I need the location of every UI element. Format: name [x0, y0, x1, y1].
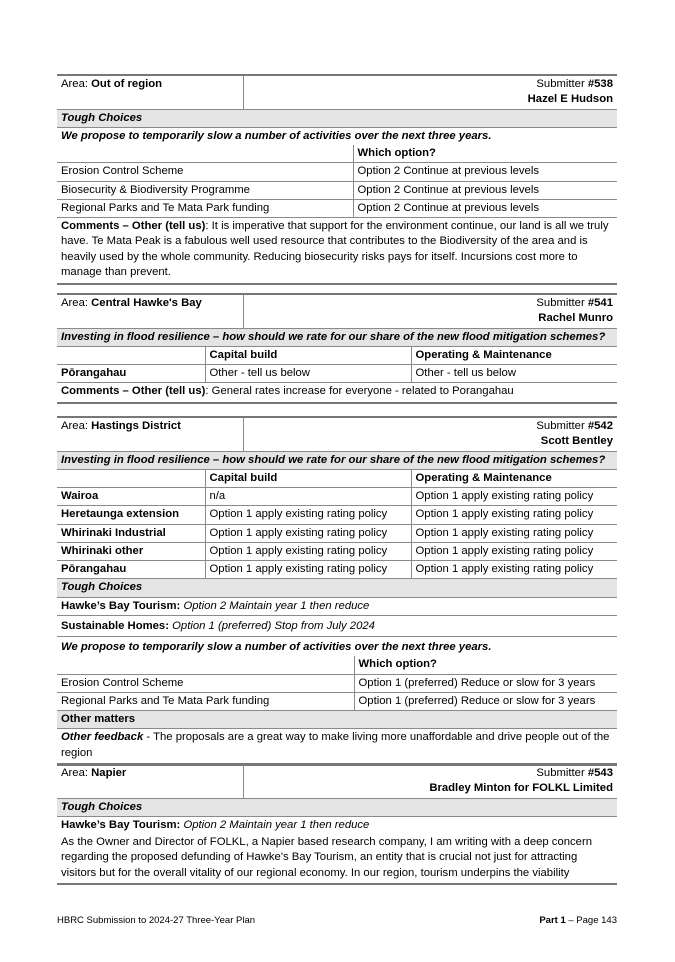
area-cell: Area: Central Hawke's Bay — [57, 295, 243, 328]
other-feedback: Other feedback - The proposals are a great way to make living more unaffordable and drive people out of the region — [61, 731, 610, 759]
page-number: Part 1 – Page 143 — [539, 915, 617, 926]
table-row: Pōrangahau Other - tell us below Other - tell us below — [57, 365, 617, 383]
section-heading: Other matters — [57, 711, 617, 729]
submitter-cell: Submitter #538 Hazel E Hudson — [243, 76, 617, 109]
tourism-choice: Hawke’s Bay Tourism: Option 2 Maintain year 1 then reduce — [57, 597, 617, 615]
submitter-name: Rachel Munro — [538, 312, 613, 325]
comments: Comments – Other (tell us): General rates increase for everyone - related to Porangahau — [61, 385, 514, 398]
capital-header: Capital build — [205, 469, 411, 487]
section-heading: Tough Choices — [57, 798, 617, 816]
question: Investing in flood resilience – how should we rate for our share of the new flood mitigation schemes? — [57, 328, 617, 346]
tourism-choice: Hawke’s Bay Tourism: Option 2 Maintain year 1 then reduce — [61, 818, 370, 831]
table-row: Heretaunga extension Option 1 apply existing rating policy Option 1 apply existing rating policy — [57, 506, 617, 524]
section-heading: Tough Choices — [57, 109, 617, 127]
submission-538 — [57, 74, 617, 285]
submission-541 — [57, 293, 617, 404]
area-cell: Area: Napier — [57, 765, 243, 798]
table-row: Whirinaki Industrial Option 1 apply existing rating policy Option 1 apply existing rating policy — [57, 524, 617, 542]
table-row: Wairoa n/a Option 1 apply existing rating policy — [57, 488, 617, 506]
submitter-cell: Submitter #542 Scott Bentley — [243, 418, 617, 451]
area-cell: Area: Out of region — [57, 76, 243, 109]
table-row: Erosion Control Scheme Option 1 (preferred) Reduce or slow for 3 years — [57, 674, 617, 692]
which-option-header: Which option? — [353, 145, 617, 163]
homes-choice: Sustainable Homes: Option 1 (preferred) Stop from July 2024 — [57, 615, 617, 636]
submitter-name: Scott Bentley — [540, 435, 613, 448]
area-cell: Area: Hastings District — [57, 418, 243, 451]
table-row: Erosion Control Scheme Option 2 Continue at previous levels — [57, 163, 617, 181]
footer-title: HBRC Submission to 2024-27 Three-Year Plan — [57, 915, 256, 926]
submission-543 — [57, 763, 617, 885]
submitter-name: Hazel E Hudson — [527, 93, 613, 106]
submission-542 — [57, 416, 617, 766]
capital-header: Capital build — [205, 346, 411, 364]
ops-header: Operating & Maintenance — [411, 346, 617, 364]
section-heading: Tough Choices — [57, 579, 617, 597]
question: We propose to temporarily slow a number of activities over the next three years. — [61, 129, 492, 142]
comments: Comments – Other (tell us): It is imperative that support for the environment continue, our land is all we truly have. Te Mata Peak is a fabulous well used resource that contributes to the Biodiversity of the area and is heavily used by the whole community. Reducing biosecurity risks pays for itself. Incursions cost more to manage than prevent. — [61, 220, 609, 278]
question: Investing in flood resilience – how should we rate for our share of the new flood mitigation schemes? — [57, 451, 617, 469]
table-row: Biosecurity & Biodiversity Programme Option 2 Continue at previous levels — [57, 181, 617, 199]
submitter-cell: Submitter #543 Bradley Minton for FOLKL Limited — [243, 765, 617, 798]
body-text: As the Owner and Director of FOLKL, a Napier based research company, I am writing with a deep concern regarding the proposed defunding of Hawke's Bay Tourism, an entity that is crucial not just for attracting visitors but for the overall vitality of our regional economy. In our region, tourism underpins the viability — [61, 836, 592, 879]
submitter-name: Bradley Minton for FOLKL Limited — [429, 782, 613, 795]
ops-header: Operating & Maintenance — [411, 469, 617, 487]
which-option-header: Which option? — [354, 656, 617, 674]
question: We propose to temporarily slow a number of activities over the next three years. — [61, 641, 492, 653]
table-row: Regional Parks and Te Mata Park funding Option 1 (preferred) Reduce or slow for 3 years — [57, 692, 617, 710]
submitter-cell: Submitter #541 Rachel Munro — [243, 295, 617, 328]
table-row: Whirinaki other Option 1 apply existing rating policy Option 1 apply existing rating policy — [57, 542, 617, 560]
table-row: Regional Parks and Te Mata Park funding Option 2 Continue at previous levels — [57, 199, 617, 217]
table-row: Pōrangahau Option 1 apply existing rating policy Option 1 apply existing rating policy — [57, 561, 617, 579]
